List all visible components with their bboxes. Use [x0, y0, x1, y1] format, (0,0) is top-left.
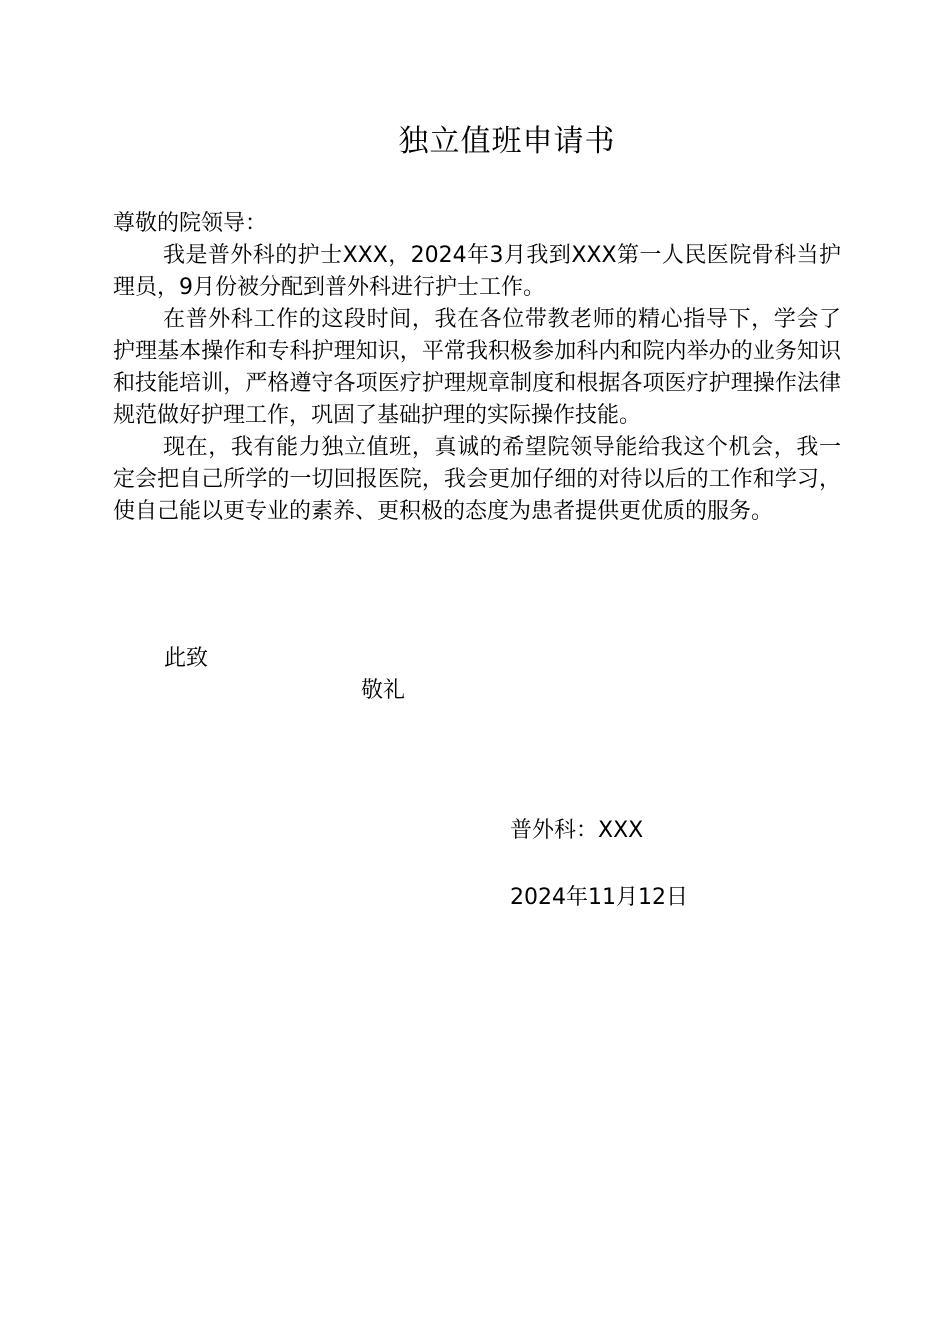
- closing-cizhi: 此致: [164, 646, 209, 671]
- signature-line: 普外科：XXX: [510, 818, 644, 843]
- paragraph-request: 现在，我有能力独立值班，真诚的希望院领导能给我这个机会，我一定会把自己所学的一切回报医院，我会更加仔细的对待以后的工作和学习，使自己能以更专业的素养、更积极的态度为患者提供更优质的服务。: [113, 435, 841, 524]
- salutation: 尊敬的院领导：: [113, 211, 268, 236]
- document-title: 独立值班申请书: [398, 124, 616, 159]
- closing-jingli: 敬礼: [361, 678, 406, 703]
- letter-body: [113, 208, 841, 528]
- date-line: 2024年11月12日: [510, 885, 688, 910]
- paragraph-intro: 我是普外科的护士XXX，2024年3月我到XXX第一人民医院骨科当护理员，9月份被分配到普外科进行护士工作。: [113, 243, 841, 300]
- paragraph-experience: 在普外科工作的这段时间，我在各位带教老师的精心指导下，学会了护理基本操作和专科护理知识，平常我积极参加科内和院内举办的业务知识和技能培训，严格遵守各项医疗护理规章制度和根据各项医疗护理操作法律规范做好护理工作，巩固了基础护理的实际操作技能。: [113, 307, 841, 428]
